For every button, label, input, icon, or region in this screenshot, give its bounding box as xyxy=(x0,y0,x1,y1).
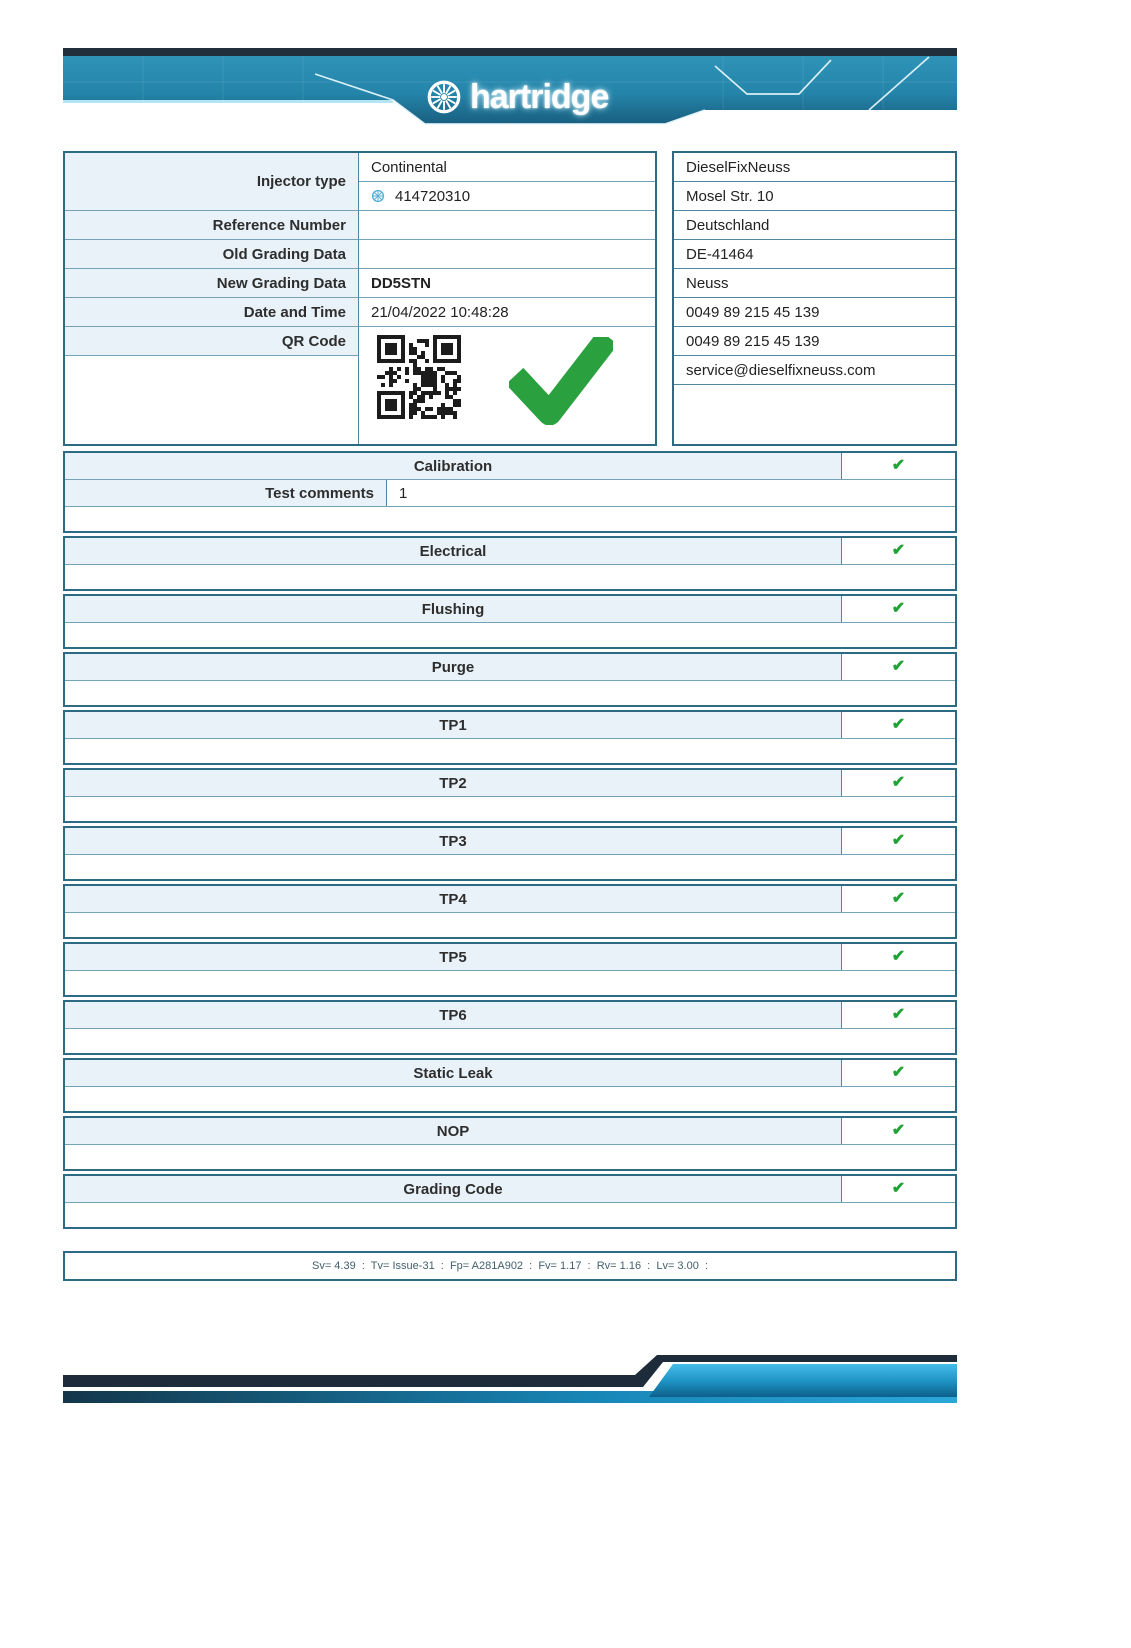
workshop-empty-row xyxy=(674,385,955,444)
section-spacer xyxy=(65,913,955,937)
old-grading-label: Old Grading Data xyxy=(65,240,359,269)
section-spacer xyxy=(65,681,955,705)
version-line: Sv= 4.39 : Tv= Issue-31 : Fp= A281A902 : Fv= 1.17 : Rv= 1.16 : Lv= 3.00 : xyxy=(311,1260,709,1272)
section-title: NOP xyxy=(436,1122,470,1140)
reference-number-value xyxy=(359,211,655,240)
section-grading-code xyxy=(63,1174,957,1229)
section-title: TP2 xyxy=(439,774,467,792)
test-comments-label: Test comments xyxy=(65,480,387,506)
section-spacer xyxy=(65,797,955,821)
part-wheel-icon xyxy=(371,189,385,203)
hartridge-wheel-icon xyxy=(425,78,463,116)
section-tp6 xyxy=(63,1000,957,1055)
section-tp1 xyxy=(63,710,957,765)
check-icon: ✔ xyxy=(891,1122,906,1139)
section-static-leak xyxy=(63,1058,957,1113)
injector-part-row xyxy=(359,182,655,211)
section-title: Static Leak xyxy=(413,1064,493,1082)
section-spacer xyxy=(65,1029,955,1053)
section-electrical xyxy=(63,536,957,591)
section-spacer xyxy=(65,855,955,879)
section-tp2 xyxy=(63,768,957,823)
workshop-email: service@dieselfixneuss.com xyxy=(674,356,955,385)
workshop-phone-2: 0049 89 215 45 139 xyxy=(674,327,955,356)
qr-code-label: QR Code xyxy=(65,327,359,356)
check-icon: ✔ xyxy=(891,658,906,675)
workshop-street: Mosel Str. 10 xyxy=(674,182,955,211)
section-status-cell xyxy=(841,538,955,564)
section-title: TP6 xyxy=(439,1006,467,1024)
qr-result-cell xyxy=(359,327,655,444)
check-icon: ✔ xyxy=(891,774,906,791)
check-icon: ✔ xyxy=(891,600,906,617)
workshop-country: Deutschland xyxy=(674,211,955,240)
section-spacer xyxy=(65,623,955,647)
injector-type-label: Injector type xyxy=(65,153,359,211)
section-title: TP1 xyxy=(439,716,467,734)
section-title: Purge xyxy=(431,658,475,676)
section-title: Calibration xyxy=(413,457,493,475)
section-status-cell xyxy=(841,944,955,970)
check-icon: ✔ xyxy=(891,1006,906,1023)
check-icon: ✔ xyxy=(891,1064,906,1081)
section-title: Flushing xyxy=(421,600,485,618)
section-status-cell xyxy=(841,596,955,622)
section-title: TP3 xyxy=(439,832,467,850)
old-grading-value xyxy=(359,240,655,269)
section-status-cell xyxy=(841,828,955,854)
workshop-postcode: DE-41464 xyxy=(674,240,955,269)
section-purge xyxy=(63,652,957,707)
section-spacer xyxy=(65,1087,955,1111)
new-grading-value: DD5STN xyxy=(359,269,655,298)
section-status-cell xyxy=(841,712,955,738)
section-status-cell xyxy=(841,654,955,680)
check-icon: ✔ xyxy=(891,948,906,965)
test-sections xyxy=(63,451,957,1229)
section-status-cell xyxy=(841,1060,955,1086)
section-status-cell xyxy=(841,1118,955,1144)
section-nop xyxy=(63,1116,957,1171)
section-title: TP4 xyxy=(439,890,467,908)
section-status-cell xyxy=(841,1176,955,1202)
workshop-name: DieselFixNeuss xyxy=(674,153,955,182)
date-time-value: 21/04/2022 10:48:28 xyxy=(359,298,655,327)
qr-left-spacer xyxy=(65,356,359,444)
check-icon: ✔ xyxy=(891,457,906,474)
injector-part-number: 414720310 xyxy=(395,187,471,205)
footer-banner-graphic xyxy=(63,1351,957,1405)
section-spacer xyxy=(65,565,955,589)
section-status-cell xyxy=(841,1002,955,1028)
section-spacer xyxy=(65,739,955,763)
footer-banner xyxy=(63,1351,957,1405)
section-spacer xyxy=(65,971,955,995)
section-spacer xyxy=(65,507,955,531)
check-icon: ✔ xyxy=(891,716,906,733)
section-status-cell xyxy=(841,770,955,796)
workshop-phone-1: 0049 89 215 45 139 xyxy=(674,298,955,327)
reference-number-label: Reference Number xyxy=(65,211,359,240)
workshop-city: Neuss xyxy=(674,269,955,298)
section-tp3 xyxy=(63,826,957,881)
section-spacer xyxy=(65,1145,955,1169)
injector-brand-value: Continental xyxy=(359,153,655,182)
check-icon: ✔ xyxy=(891,832,906,849)
check-icon: ✔ xyxy=(891,1180,906,1197)
hartridge-logo xyxy=(425,74,608,120)
section-status-cell xyxy=(841,453,955,479)
section-status-cell xyxy=(841,886,955,912)
section-tp4 xyxy=(63,884,957,939)
section-title: Electrical xyxy=(419,542,487,560)
section-title: TP5 xyxy=(439,948,467,966)
date-time-label: Date and Time xyxy=(65,298,359,327)
check-icon: ✔ xyxy=(891,890,906,907)
section-spacer xyxy=(65,1203,955,1227)
header-banner xyxy=(63,48,957,126)
test-comments-row xyxy=(65,480,955,507)
injector-info-table xyxy=(63,151,657,446)
info-tables xyxy=(63,151,957,446)
workshop-info-table xyxy=(672,151,957,446)
check-icon: ✔ xyxy=(891,542,906,559)
pass-check-icon xyxy=(509,337,613,425)
version-footer-box xyxy=(63,1251,957,1281)
test-comments-value: 1 xyxy=(387,480,955,506)
new-grading-label: New Grading Data xyxy=(65,269,359,298)
section-tp5 xyxy=(63,942,957,997)
section-title: Grading Code xyxy=(403,1180,503,1198)
section-calibration xyxy=(63,451,957,533)
section-flushing xyxy=(63,594,957,649)
qr-code-image xyxy=(377,335,461,419)
logo-text: hartridge xyxy=(470,77,609,116)
report-page xyxy=(63,48,957,1405)
